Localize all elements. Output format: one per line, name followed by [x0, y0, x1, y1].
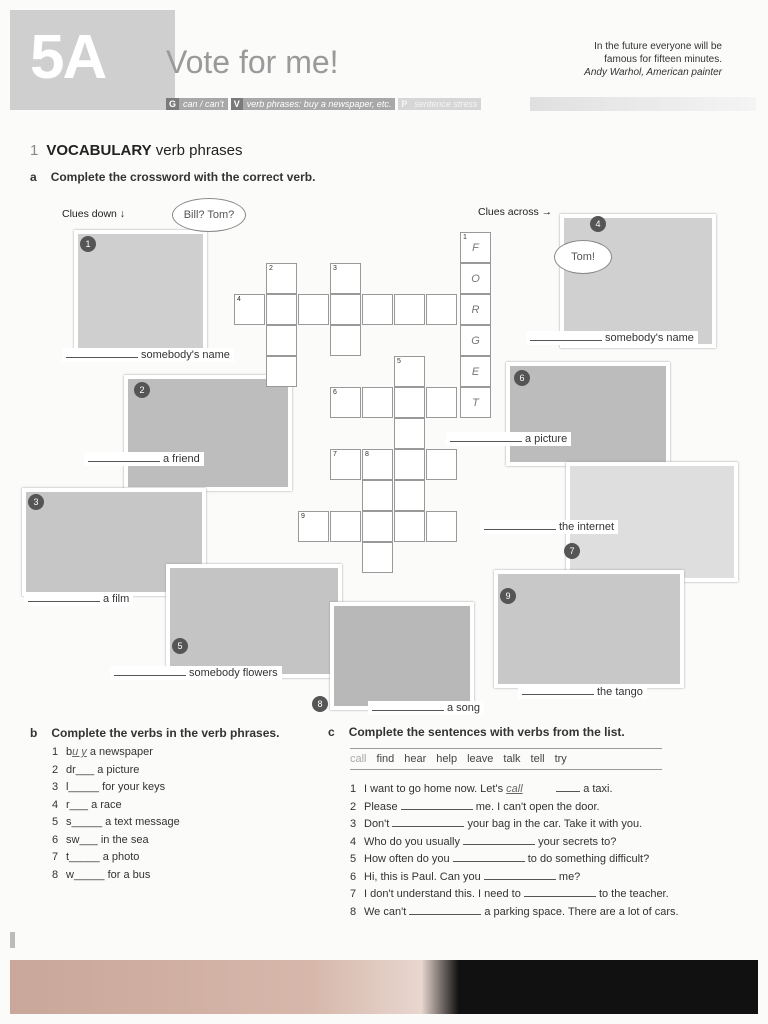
crossword-cell[interactable]: [394, 294, 425, 325]
instruction-b: b Complete the verbs in the verb phrases.: [30, 726, 280, 740]
unit-title: Vote for me!: [166, 44, 339, 80]
crossword-cell[interactable]: G: [460, 325, 491, 356]
list-item: 1 I want to go home now. Let's call a taxi.: [350, 783, 613, 795]
crossword-cell[interactable]: [426, 511, 457, 542]
list-item: 6 sw___ in the sea: [52, 833, 149, 846]
list-item: 5 s_____ a text message: [52, 816, 180, 828]
instruction-c: c Complete the sentences with verbs from the list.: [328, 725, 625, 739]
crossword-cell[interactable]: [362, 511, 393, 542]
crossword-cell[interactable]: 3: [330, 263, 361, 294]
photo-dancers: [494, 570, 684, 688]
crossword-cell[interactable]: [426, 387, 457, 418]
photo-flowers: [166, 564, 342, 678]
crossword-cell[interactable]: 5: [394, 356, 425, 387]
part-b-list: [52, 744, 180, 884]
crossword-cell[interactable]: 8: [362, 449, 393, 480]
photo-singer: [330, 602, 474, 710]
phrase-6: a picture: [446, 432, 571, 446]
phrase-2: a friend: [84, 452, 204, 466]
crossword-cell[interactable]: [266, 294, 297, 325]
crossword-cell[interactable]: [266, 325, 297, 356]
crossword-cell[interactable]: [394, 387, 425, 418]
phrase-8: a song: [368, 701, 484, 715]
instruction-a: a Complete the crossword with the correct verb.: [30, 170, 316, 184]
list-item: 2 Please me. I can't open the door.: [350, 800, 600, 813]
grammar-tag: G can / can't: [166, 97, 228, 111]
phrase-5: somebody flowers: [110, 666, 282, 680]
crossword-cell[interactable]: T: [460, 387, 491, 418]
crossword-cell[interactable]: [394, 449, 425, 480]
crossword-cell[interactable]: [426, 449, 457, 480]
list-item: 3 l_____ for your keys: [52, 781, 166, 793]
word-list: call find hear help leave talk tell try: [350, 748, 662, 770]
unit-number: 5A: [30, 23, 106, 92]
crossword-cell[interactable]: 4: [234, 294, 265, 325]
clues-across-heading: Clues across →: [478, 206, 553, 218]
crossword-cell[interactable]: [394, 418, 425, 449]
list-item: 7 I don't understand this. I need to to the teacher.: [350, 888, 669, 900]
crossword-cell[interactable]: 7: [330, 449, 361, 480]
crossword-cell[interactable]: [330, 325, 361, 356]
phrase-7: the internet: [480, 520, 618, 534]
crossword-cell[interactable]: [362, 294, 393, 325]
list-item: 8 We can't a parking space. There are a lot of cars.: [350, 905, 679, 918]
list-item: 4 Who do you usually your secrets to?: [350, 835, 617, 848]
tag-strip-fade: [530, 97, 756, 111]
photo-painting: [506, 362, 670, 466]
list-item: 3 Don't your bag in the car. Take it with you.: [350, 818, 643, 830]
photo-number-5: 5: [172, 638, 188, 654]
list-item: 2 dr___ a picture: [52, 763, 140, 776]
margin-mark: [10, 932, 15, 948]
clues-down-heading: Clues down ↓: [62, 208, 126, 220]
crossword-cell[interactable]: [426, 294, 457, 325]
list-item: 4 r___ a race: [52, 798, 122, 811]
crossword-cell[interactable]: 6: [330, 387, 361, 418]
speech-bubble-4: Tom!: [554, 240, 612, 274]
phrase-9: the tango: [518, 685, 647, 699]
photo-number-9: 9: [500, 588, 516, 604]
photo-number-8: 8: [312, 696, 328, 712]
crossword-cell[interactable]: E: [460, 356, 491, 387]
quote: In the future everyone will be famous for fifteen minutes. Andy Warhol, American painter: [584, 41, 722, 78]
phrase-1: somebody's name: [62, 348, 234, 362]
list-item: 6 Hi, this is Paul. Can you me?: [350, 870, 581, 883]
photo-number-7: 7: [564, 543, 580, 559]
phrase-4: somebody's name: [526, 331, 698, 345]
photo-number-1: 1: [80, 236, 96, 252]
crossword-cell[interactable]: 1 F: [460, 232, 491, 263]
crossword-cell[interactable]: [298, 294, 329, 325]
crossword-cell[interactable]: [362, 480, 393, 511]
speech-bubble-1: Bill? Tom?: [172, 198, 246, 232]
crossword-cell[interactable]: [330, 294, 361, 325]
vocabulary-tag: V verb phrases: buy a newspaper, etc.: [231, 97, 396, 111]
quote-author: Andy Warhol, American painter: [584, 67, 722, 78]
section-title: 1 VOCABULARY verb phrases: [30, 142, 243, 159]
crossword-cell[interactable]: [394, 480, 425, 511]
phrase-3: a film: [24, 592, 133, 606]
photo-number-3: 3: [28, 494, 44, 510]
crossword-cell[interactable]: [266, 356, 297, 387]
scan-edge-shadow: [10, 960, 758, 1014]
crossword-cell[interactable]: 9: [298, 511, 329, 542]
crossword-cell[interactable]: O: [460, 263, 491, 294]
crossword-cell[interactable]: [330, 511, 361, 542]
crossword-cell[interactable]: [362, 542, 393, 573]
list-item: 5 How often do you to do something difficult?: [350, 853, 650, 865]
list-item: 7 t_____ a photo: [52, 851, 140, 863]
photo-number-2: 2: [134, 382, 150, 398]
part-c-list: [350, 781, 679, 921]
list-item: 8 w_____ for a bus: [52, 868, 151, 881]
unit-tags: [166, 97, 481, 111]
crossword-cell[interactable]: [394, 511, 425, 542]
crossword-cell[interactable]: R: [460, 294, 491, 325]
crossword-cell[interactable]: 2: [266, 263, 297, 294]
photo-smiling-man: [560, 214, 716, 348]
photo-number-4: 4: [590, 216, 606, 232]
crossword-cell[interactable]: [362, 387, 393, 418]
pronunciation-tag: P sentence stress: [398, 97, 481, 111]
photo-number-6: 6: [514, 370, 530, 386]
list-item: 1 bu y a newspaper: [52, 746, 153, 758]
